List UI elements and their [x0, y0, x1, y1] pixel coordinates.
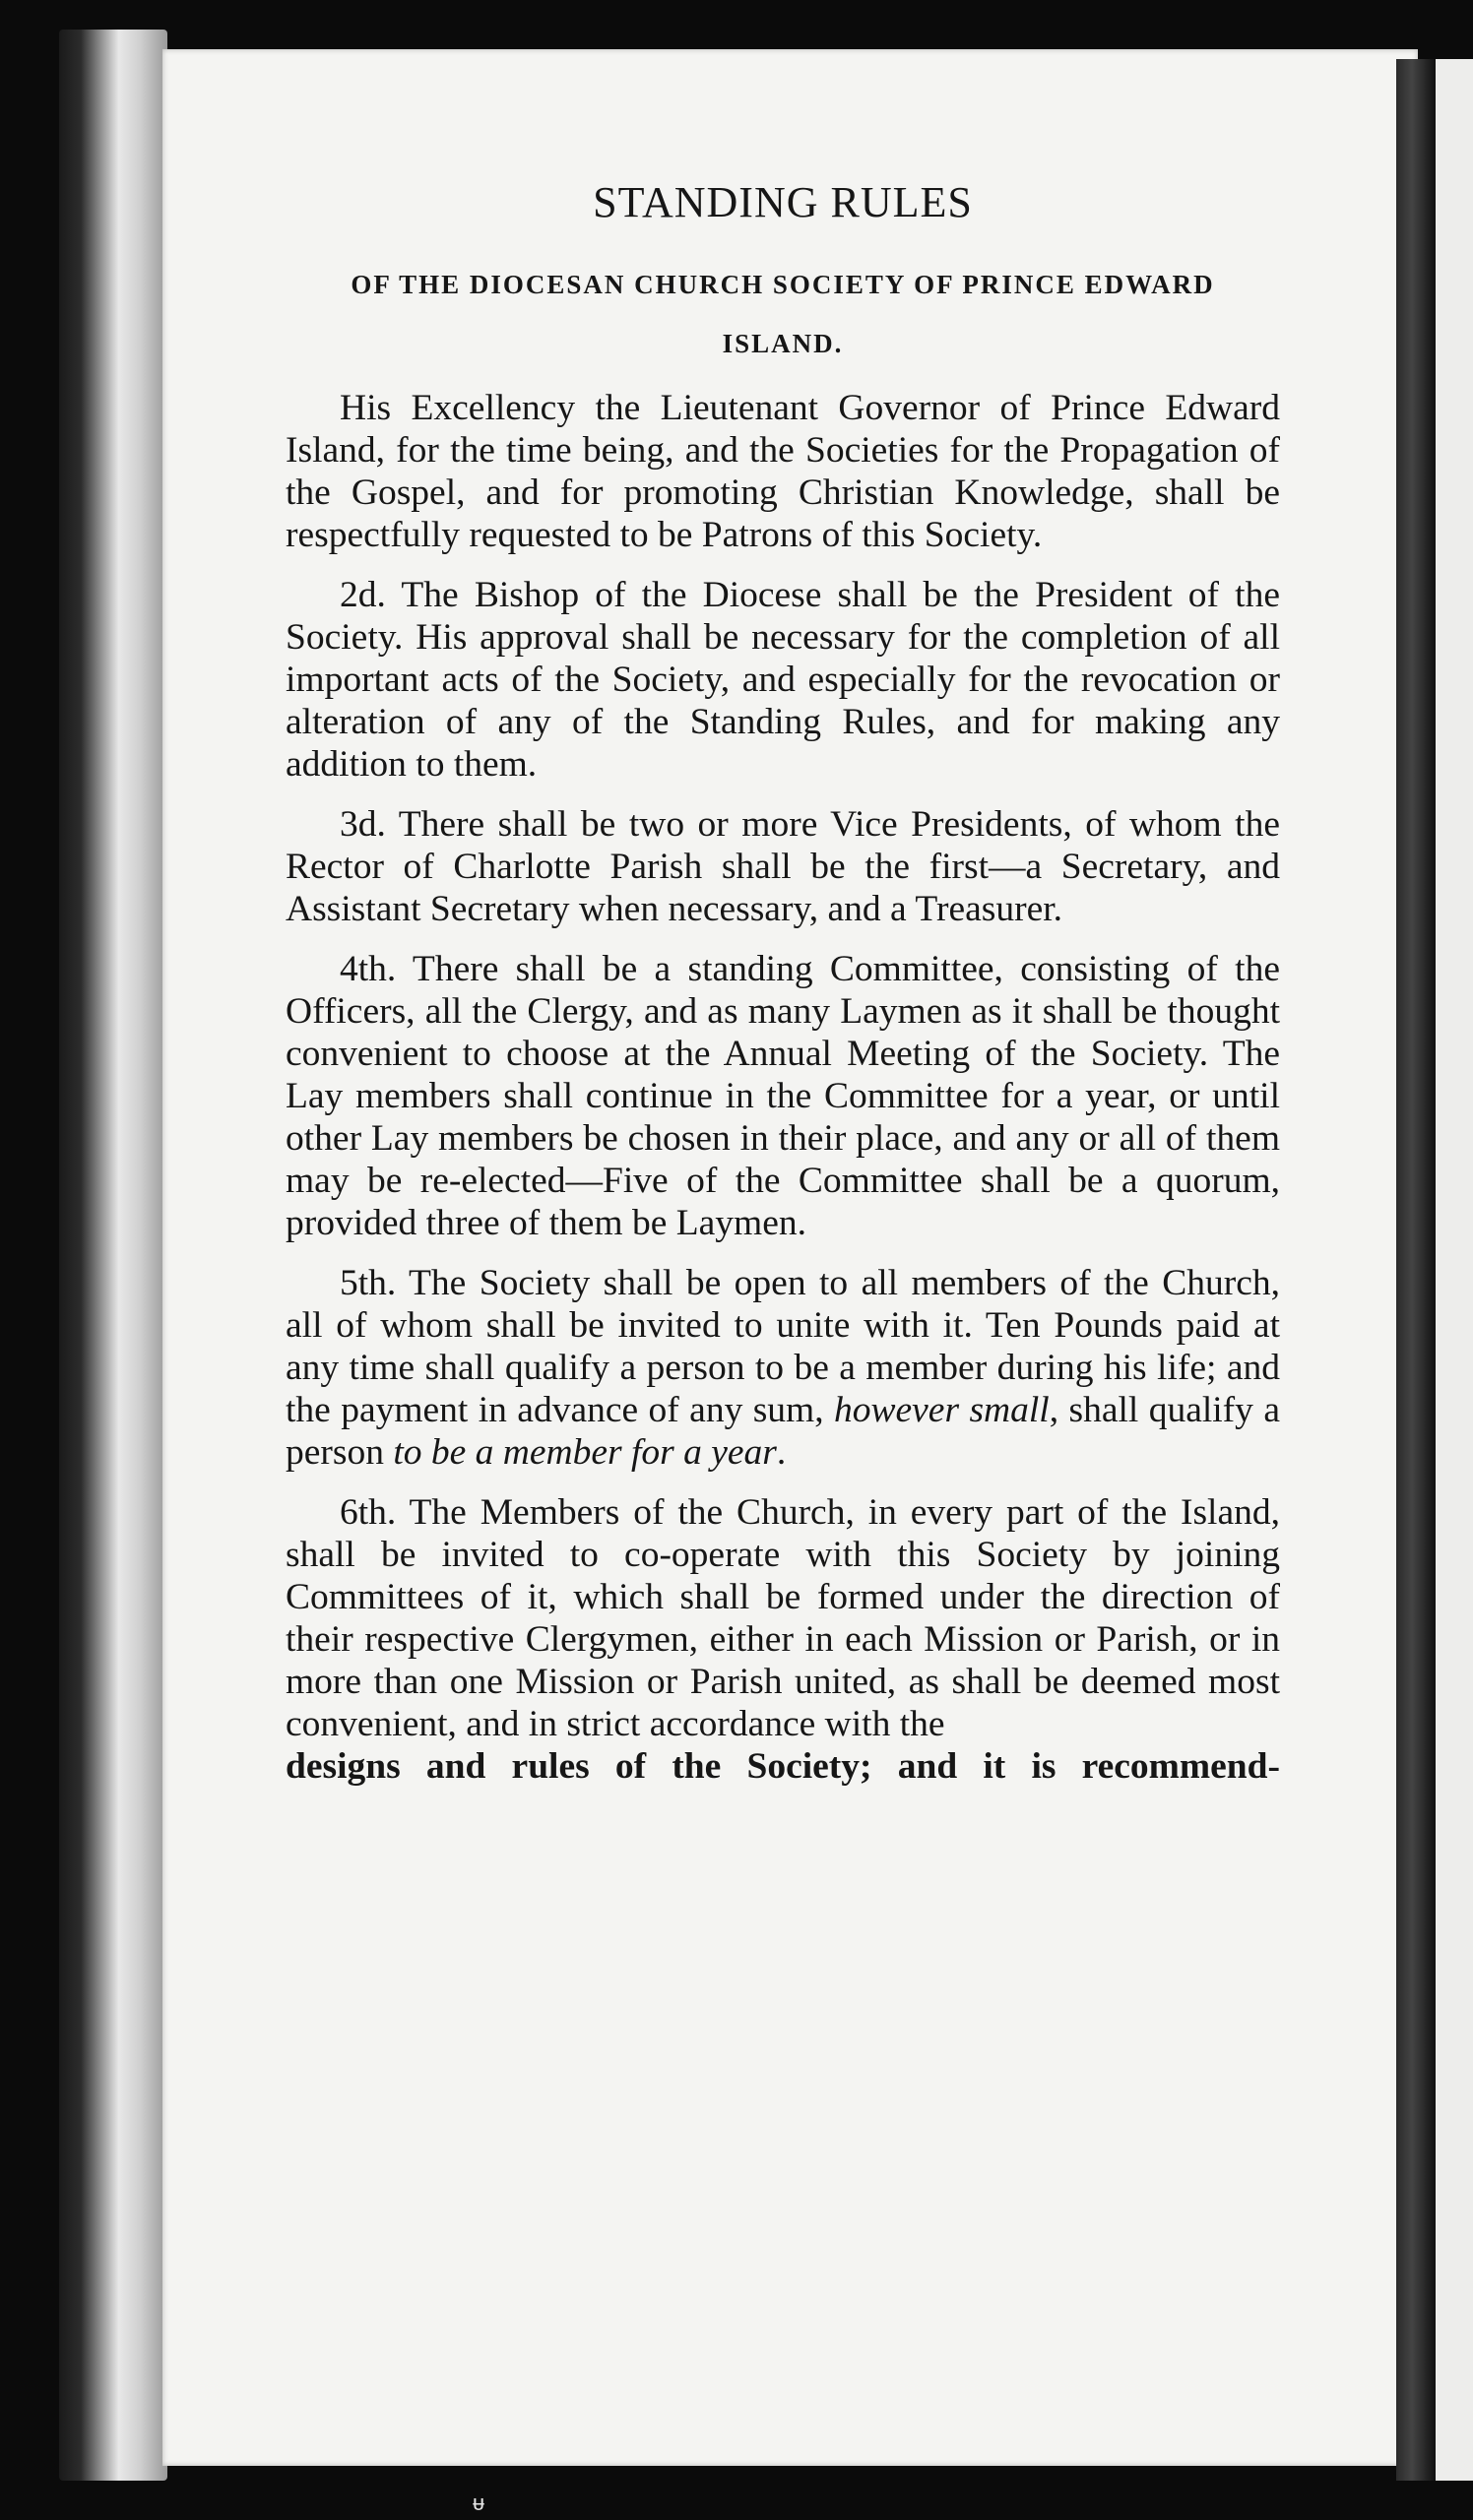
rule-5-end: . [776, 1432, 787, 1473]
rule-5-middle: , shall qualify a person [286, 1390, 1280, 1473]
page-text [286, 177, 1280, 1788]
rule-paragraph-4: 4th. There shall be a standing Committee, consisting of the Officers, all the Clergy, and as many Laymen as it shall be thought convenient to choose at the Annual Meeting of the Society. The Lay members shall continue in the Committee for a year, or until other Lay members be chosen in their place, and any or all of them may be re-elected—Five of the Committee shall be a quorum, provided three of them be Laymen. [286, 949, 1280, 1243]
rule-6-continuation-line: designs and rules of the Society; and it is recommend- [286, 1746, 1280, 1787]
facing-page-edge [1436, 59, 1473, 2481]
rule-5-italic-member-for-year: to be a member for a year [393, 1432, 777, 1473]
page-edge-shadow [1396, 59, 1436, 2481]
page-subtitle: OF THE DIOCESAN CHURCH SOCIETY OF PRINCE EDWARD ISLAND. [351, 270, 1215, 358]
book-spine [59, 30, 167, 2481]
rule-paragraph-3: 3d. There shall be two or more Vice Presidents, of whom the Rector of Charlotte Parish shall be the first—a Secretary, and Assistant Secretary when necessary, and a Treasurer. [286, 804, 1280, 929]
page-title: STANDING RULES [593, 178, 973, 226]
scan-artifact-mark: ᵾ [473, 2491, 485, 2516]
rule-5-italic-however-small: however small [834, 1390, 1050, 1430]
rule-paragraph-5 [286, 1262, 1280, 1474]
rule-paragraph-6: 6th. The Members of the Church, in every part of the Island, shall be invited to co-operate with this Society by joining Committees of it, which shall be formed under the direction of their respective Clergymen, either in each Mission or Parish, or in more than one Mission or Parish united, as shall be deemed most convenient, and in strict accordance with the [286, 1492, 1280, 1744]
rule-paragraph-1: His Excellency the Lieutenant Governor of Prince Edward Island, for the time being, and the Societies for the Propagation of the Gospel, and for promoting Christian Knowledge, shall be respectfully requested to be Patrons of this Society. [286, 388, 1280, 555]
rule-paragraph-2: 2d. The Bishop of the Diocese shall be the President of the Society. His approval shall be necessary for the completion of all important acts of the Society, and especially for the revocation or alteration of any of the Standing Rules, and for making any addition to them. [286, 575, 1280, 785]
rule-5-lead: 5th. The Society shall be open to all members of the Church, all of whom shall be invited to unite with it. Ten Pounds paid at any time shall qualify a person to be a member during his life; and the payment in advance of any sum, [286, 1263, 1280, 1430]
